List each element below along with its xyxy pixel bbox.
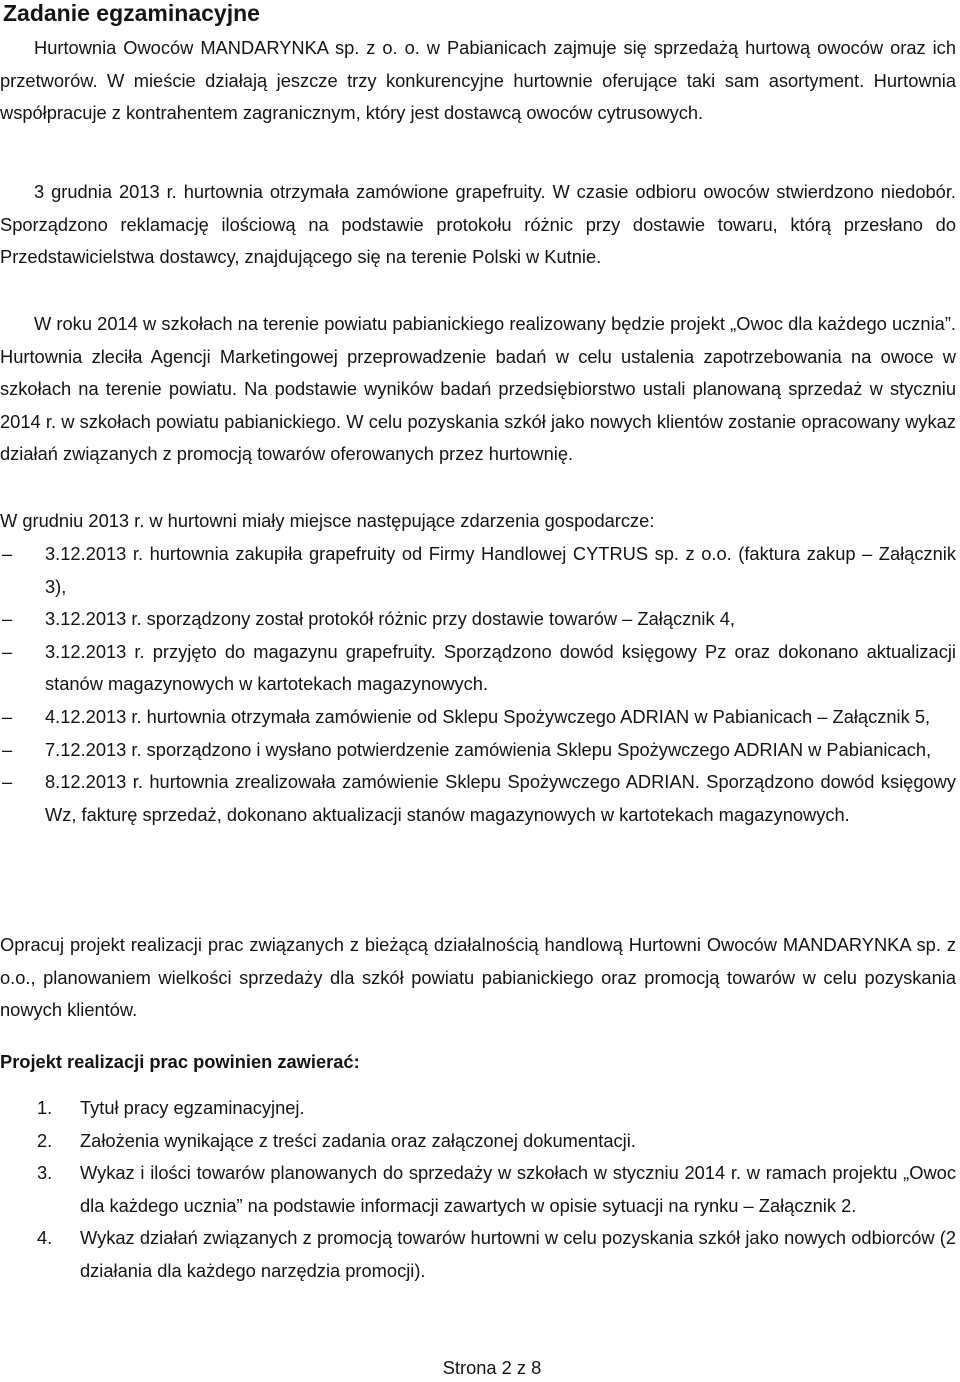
task-paragraph: Opracuj projekt realizacji prac związanych z bieżącą działalnością handlową Hurtowni Owoców MANDARYNKA sp. z o.o., planowaniem wielkości sprzedaży dla szkół powiatu pabianickiego oraz promocją towarów w celu pozyskania nowych klientów. [0,934,956,1021]
requirement-text: Założenia wynikające z treści zadania oraz załączonej dokumentacji. [80,1129,636,1151]
event-text: 3.12.2013 r. sporządzony został protokół różnic przy dostawie towarów – Załącznik 4, [45,608,735,630]
list-item [0,734,956,767]
dash-marker: – [2,738,13,760]
page-number-footer: Strona 2 z 8 [442,1357,542,1378]
requirements-list [0,1092,956,1288]
requirements-heading: Projekt realizacji prac powinien zawierać: [0,1051,360,1072]
intro-paragraph: Hurtownia Owoców MANDARYNKA sp. z o. o. w Pabianicach zajmuje się sprzedażą hurtową owoców oraz ich przetworów. W mieście działają jeszcze trzy konkurencyjne hurtownie oferujące taki sam asortyment. Hurtownia współpracuje z kontrahentem zagranicznym, który jest dostawcą owoców cytrusowych. [0,37,956,124]
dash-marker: – [2,705,13,727]
list-item [0,1157,956,1222]
event-text: 7.12.2013 r. sporządzono i wysłano potwierdzenie zamówienia Sklepu Spożywczego ADRIAN w Pabianicach, [45,738,932,760]
document-title: Zadanie egzaminacyjne [3,0,260,26]
list-item [0,538,956,603]
list-item [0,1222,956,1287]
events-list [0,538,956,831]
requirement-text: Wykaz i ilości towarów planowanych do sprzedaży w szkołach w styczniu 2014 r. w ramach projektu „Owoc dla każdego ucznia” na podstawie informacji zawartych w opisie sytuacji na rynku – Załącznik 2. [80,1162,956,1216]
item-number: 3. [37,1162,53,1184]
event-text: 8.12.2013 r. hurtownia zrealizowała zamówienie Sklepu Spożywczego ADRIAN. Sporządzono dowód księgowy Wz, fakturę sprzedaż, dokonano aktualizacji stanów magazynowych w kartotekach magazynowych. [45,771,956,825]
list-item [0,1125,956,1158]
project-paragraph: W roku 2014 w szkołach na terenie powiatu pabianickiego realizowany będzie projekt „Owoc dla każdego ucznia”. Hurtownia zleciła Agencji Marketingowej przeprowadzenie badań w celu ustalenia zapotrzebowania na owoce w szkołach na terenie powiatu. Na podstawie wyników badań przedsiębiorstwo ustali planowaną sprzedaż w styczniu 2014 r. w szkołach powiatu pabianickiego. W celu pozyskania szkół jako nowych klientów zostanie opracowany wykaz działań związanych z promocją towarów oferowanych przez hurtownię. [0,313,956,465]
list-item [0,1092,956,1125]
list-item [0,636,956,701]
dash-marker: – [2,771,13,793]
complaint-paragraph: 3 grudnia 2013 r. hurtownia otrzymała zamówione grapefruity. W czasie odbioru owoców stwierdzono niedobór. Sporządzono reklamację ilościową na podstawie protokołu różnic przy dostawie towaru, którą przesłano do Przedstawicielstwa dostawcy, znajdującego się na terenie Polski w Kutnie. [0,181,956,268]
list-item [0,603,956,636]
events-intro: W grudniu 2013 r. w hurtowni miały miejsce następujące zdarzenia gospodarcze: [0,510,655,531]
item-number: 4. [37,1227,53,1249]
list-item [0,766,956,831]
event-text: 3.12.2013 r. hurtownia zakupiła grapefruity od Firmy Handlowej CYTRUS sp. z o.o. (faktura zakup – Załącznik 3), [45,543,956,597]
dash-marker: – [2,608,13,630]
event-text: 3.12.2013 r. przyjęto do magazynu grapefruity. Sporządzono dowód księgowy Pz oraz dokonano aktualizacji stanów magazynowych w kartotekach magazynowych. [45,640,956,695]
item-number: 2. [37,1129,53,1151]
list-item [0,701,956,734]
requirement-text: Wykaz działań związanych z promocją towarów hurtowni w celu pozyskania szkół jako nowych odbiorców (2 działania dla każdego narzędzia promocji). [80,1227,956,1281]
item-number: 1. [37,1097,53,1118]
requirement-text: Tytuł pracy egzaminacyjnej. [80,1097,305,1118]
event-text: 4.12.2013 r. hurtownia otrzymała zamówienie od Sklepu Spożywczego ADRIAN w Pabianicach – Załącznik 5, [45,705,931,727]
dash-marker: – [2,640,13,662]
dash-marker: – [2,543,13,564]
